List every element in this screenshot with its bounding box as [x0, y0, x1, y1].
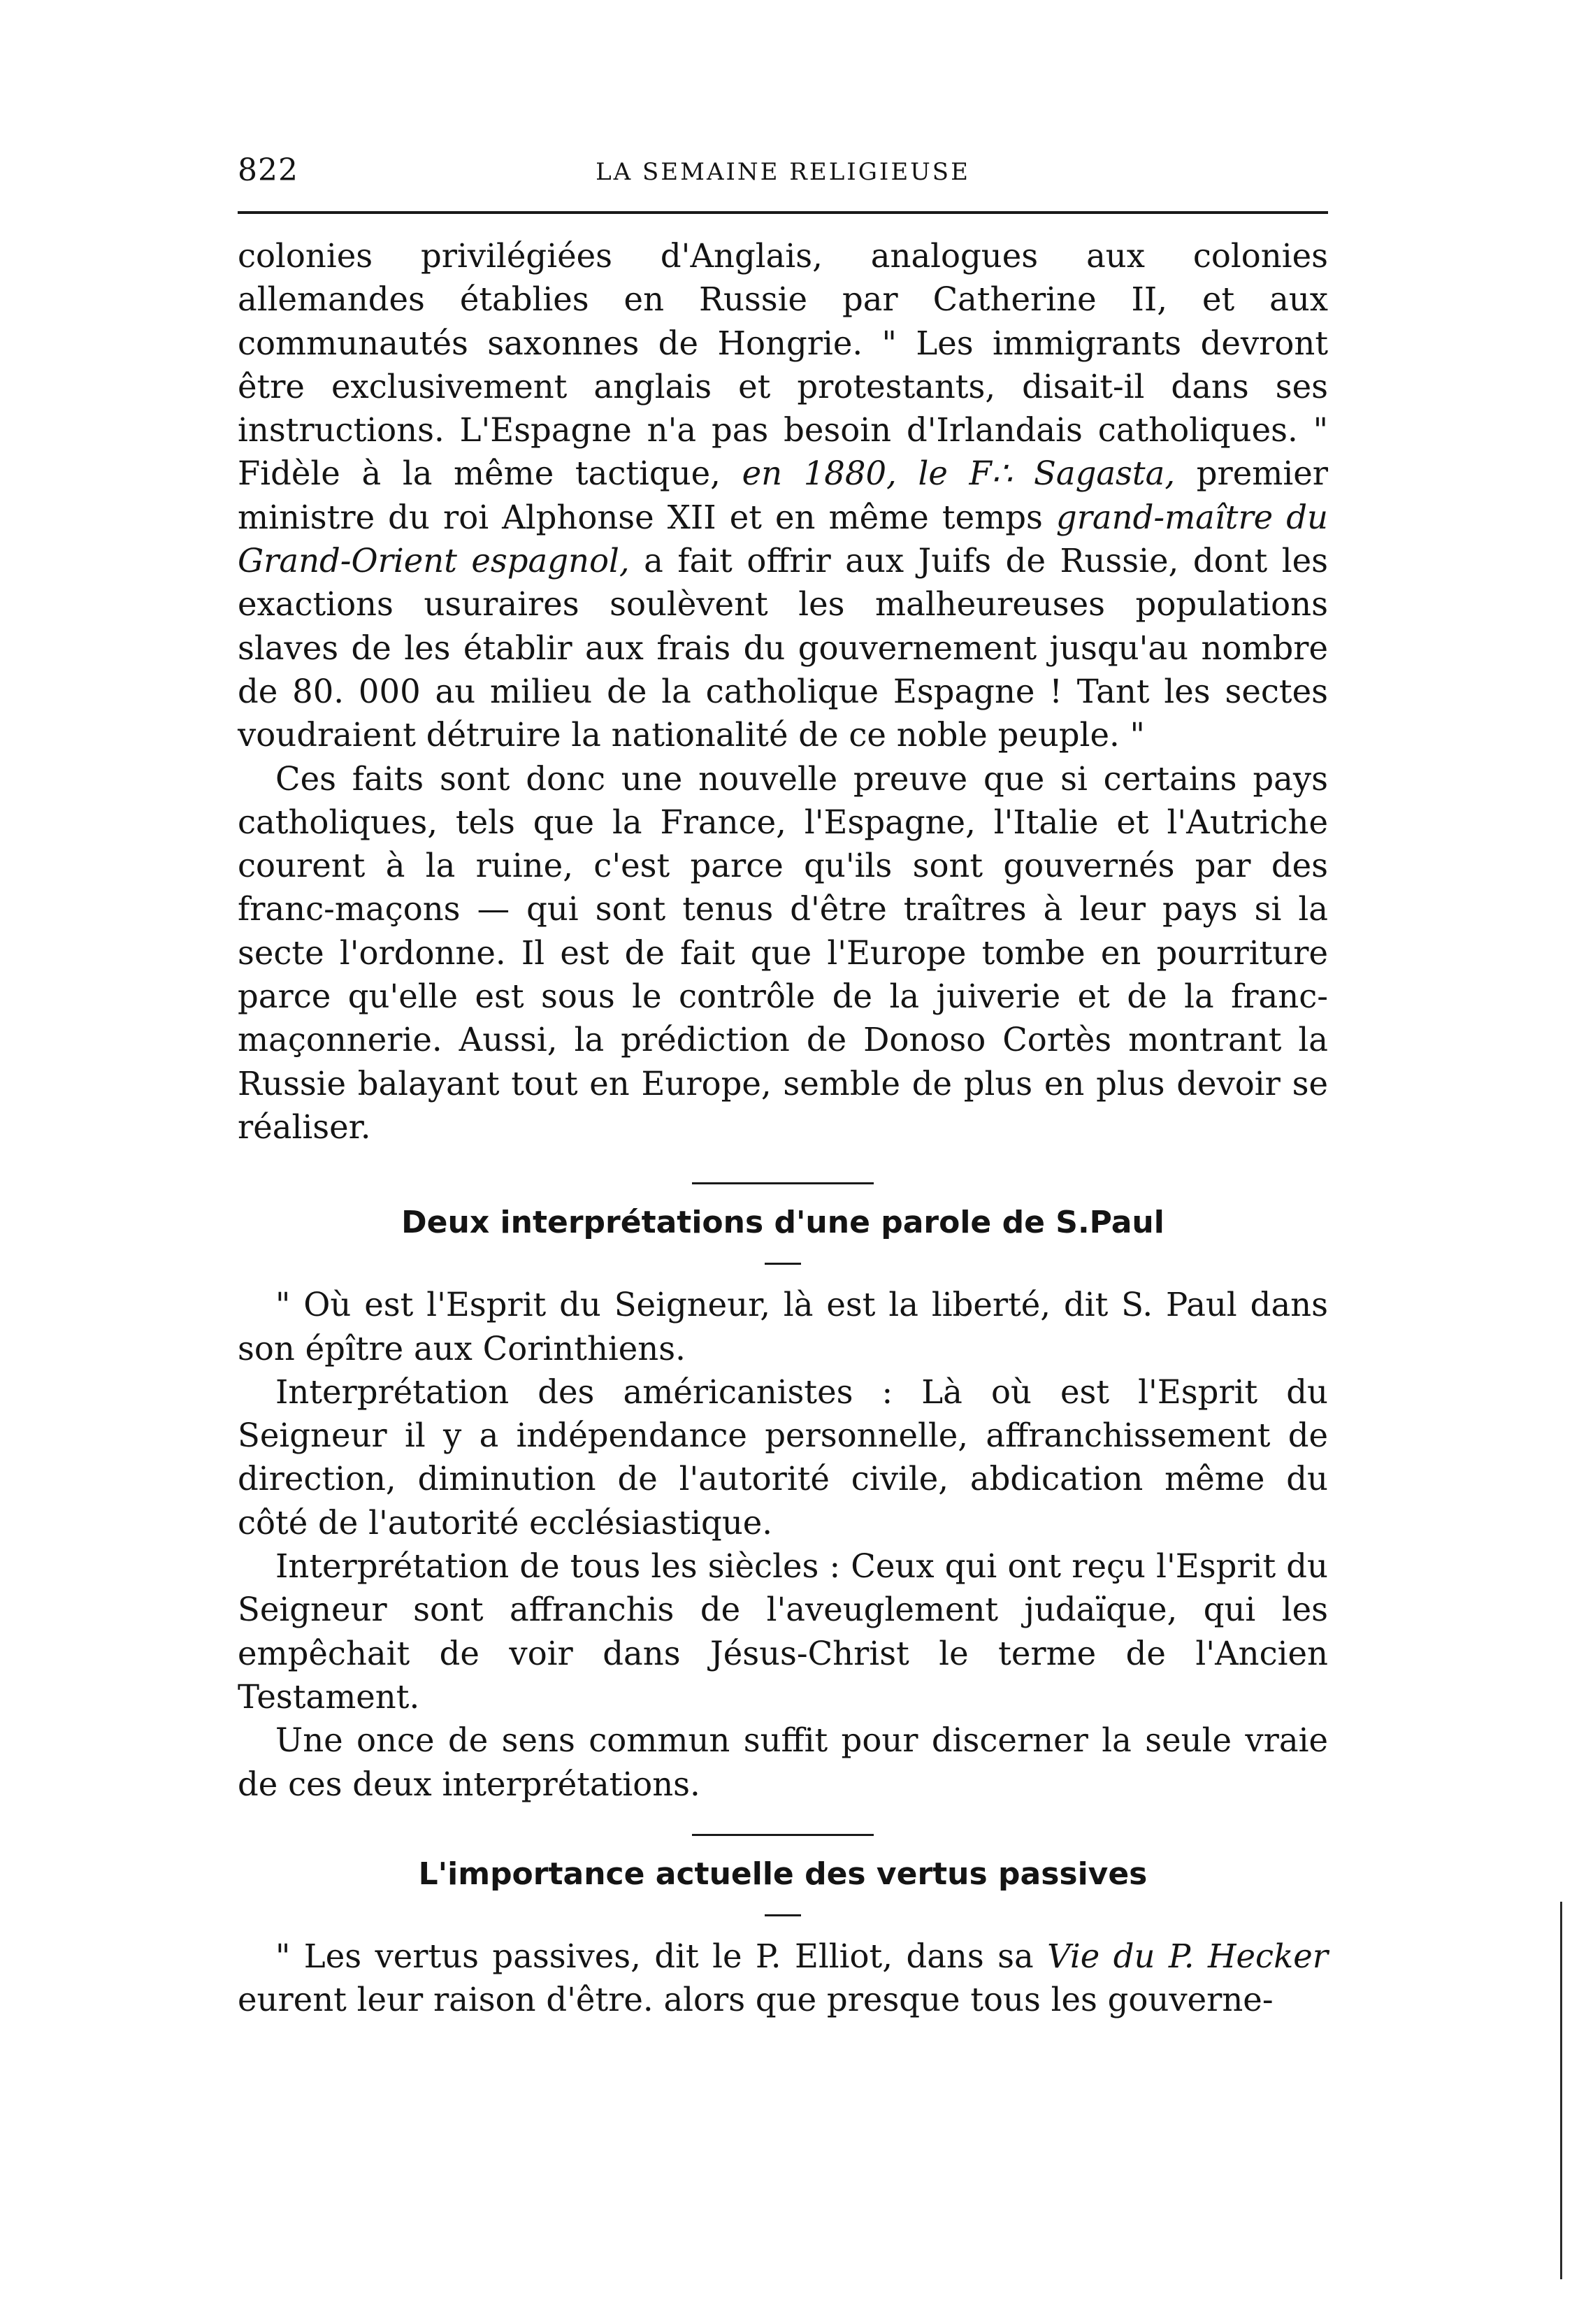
section-1-paragraph: Interprétation des américanistes : Là où est l'Esprit du Seigneur il y a indépendance personnelle, affranchissement de direction, diminution de l'autorité civile, abdication même du côté de l'autorité ecclésiastique. — [238, 1372, 1328, 1542]
running-title: LA SEMAINE RELIGIEUSE — [596, 158, 970, 186]
section-1-paragraph: Une once de sens commun suffit pour discerner la seule vraie de ces deux interprétations. — [238, 1721, 1328, 1803]
intro-text-part-1: colonies privilégiées d'Anglais, analogues aux colonies allemandes établies en Russie par Catherine II, et aux communautés saxonnes de Hongrie. " Les immigrants devront être exclusivement anglais et protestants, disait-il dans ses instructions. L'Espagne n'a pas besoin d'Irlandais catholiques. " Fidèle à la même tactique, — [238, 237, 1328, 493]
body-text — [238, 234, 1328, 2021]
intro-text-part-3: a fait offrir aux Juifs de Russie, dont les exactions usuraires soulèvent les malheureuses populations slaves de les établir aux frais du gouvernement jusqu'au nombre de 80. 000 au milieu de la catholique Espagne ! Tant les sectes voudraient détruire la nationalité de ce noble peuple. " — [238, 542, 1328, 754]
section-2-text-part-2: eurent leur raison d'être. alors que presque tous les gouverne- — [238, 1981, 1274, 2019]
section-2-italic-1: Vie du P. Hecker — [1047, 1937, 1328, 1975]
intro-paragraph-2: Ces faits sont donc une nouvelle preuve que si certains pays catholiques, tels que la France, l'Espagne, l'Italie et l'Autriche courent à la ruine, c'est parce qu'ils sont gouvernés par des franc-maçons — qui sont tenus d'être traîtres à leur pays si la secte l'ordonne. Il est de fait que l'Europe tombe en pourriture parce qu'elle est sous le contrôle de la juiverie et de la franc-maçonnerie. Aussi, la prédiction de Donoso Cortès montrant la Russie balayant tout en Europe, semble de plus en plus devoir se réaliser. — [238, 759, 1328, 1146]
page-number: 822 — [238, 152, 298, 188]
section-2-heading: L'importance actuelle des vertus passives — [418, 1856, 1148, 1892]
scan-margin-line — [1560, 1902, 1562, 2279]
intro-paragraph-1 — [238, 234, 1328, 757]
intro-text-part-2: premier ministre du roi Alphonse XII et en même temps — [238, 454, 1328, 536]
section-2-paragraph — [238, 1935, 1328, 2022]
section-1-heading: Deux interprétations d'une parole de S.Paul — [401, 1205, 1164, 1241]
page-header — [238, 152, 1328, 194]
section-2-text-part-1: " Les vertus passives, dit le P. Elliot, dans sa — [275, 1937, 1048, 1975]
section-1-paragraph: Interprétation de tous les siècles : Ceux qui ont reçu l'Esprit du Seigneur sont affranchis de l'aveuglement judaïque, qui les empêchait de voir dans Jésus-Christ le terme de l'Ancien Testament. — [238, 1547, 1328, 1716]
section-1-paragraph: " Où est l'Esprit du Seigneur, là est la liberté, dit S. Paul dans son épître aux Corinthiens. — [238, 1286, 1328, 1368]
header-rule — [238, 211, 1328, 214]
intro-italic-2: grand-maître du Grand-Orient espagnol, — [238, 498, 1328, 580]
intro-italic-1: en 1880, le F∴ Sagasta, — [742, 454, 1176, 493]
